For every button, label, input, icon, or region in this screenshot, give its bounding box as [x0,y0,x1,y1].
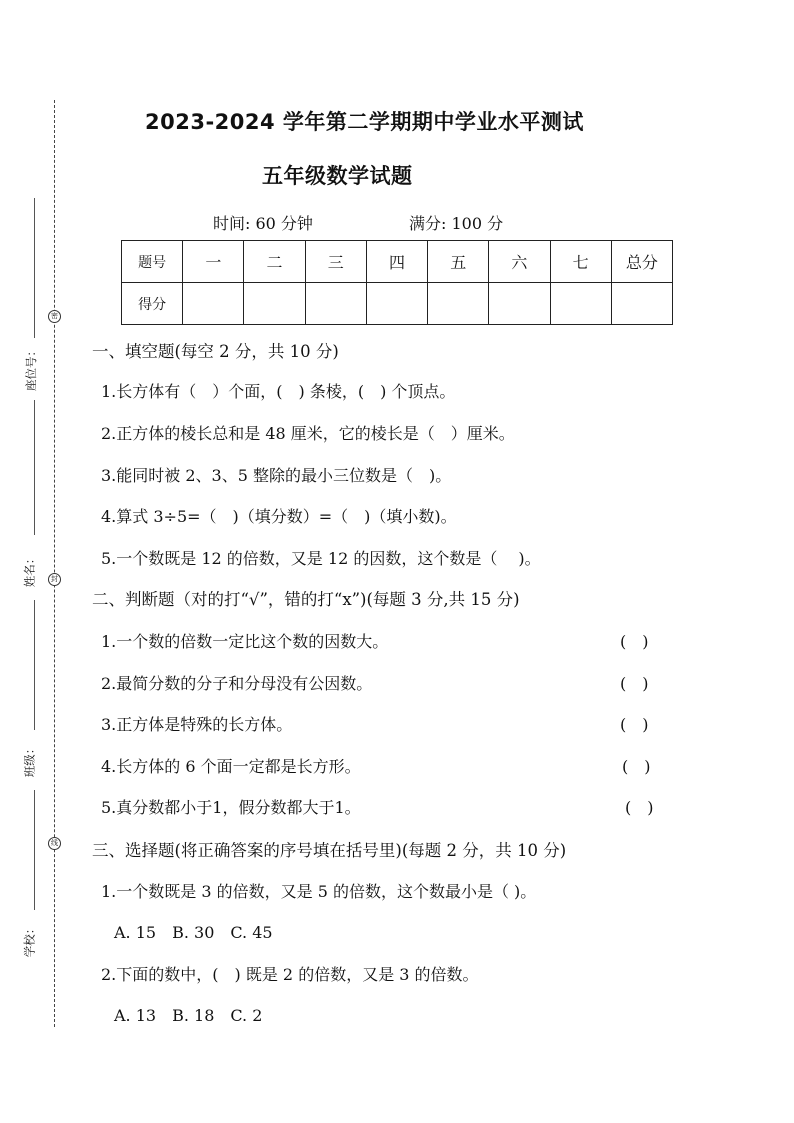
seal-mark-feng: 封 [48,573,61,586]
answer-paren[interactable]: ( ) [620,632,649,651]
table-cell: 题号 [122,241,183,283]
question-3-2-options: A. 13 B. 18 C. 2 [114,1006,263,1025]
score-table [121,240,673,325]
question-2-5: 5.真分数都小于1，假分数都大于1。 [101,798,361,817]
name-underline [34,400,35,535]
answer-paren[interactable]: ( ) [622,757,651,776]
table-cell: 六 [489,241,550,283]
table-cell: 一 [183,241,244,283]
score-input-cell[interactable] [428,283,489,325]
question-1-2: 2.正方体的棱长总和是 48 厘米，它的棱长是（ ）厘米。 [101,424,515,443]
question-3-2: 2.下面的数中，( ) 既是 2 的倍数，又是 3 的倍数。 [101,965,479,984]
question-2-4: 4.长方体的 6 个面一定都是长方形。 [101,757,361,776]
score-input-cell[interactable] [244,283,305,325]
exam-time: 时间: 60 分钟 [213,214,313,233]
answer-paren[interactable]: ( ) [620,674,649,693]
table-cell: 五 [428,241,489,283]
score-table-score-row [122,283,673,325]
seat-underline [34,198,35,338]
table-cell: 三 [305,241,366,283]
name-label: 姓名： [22,552,37,588]
question-3-1: 1.一个数既是 3 的倍数，又是 5 的倍数，这个数最小是（ )。 [101,882,537,901]
exam-subtitle: 五年级数学试题 [262,164,413,188]
question-2-3: 3.正方体是特殊的长方体。 [101,715,293,734]
question-1-4: 4.算式 3÷5=（ )（填分数）=（ )（填小数)。 [101,507,457,526]
table-cell: 四 [366,241,427,283]
answer-paren[interactable]: ( ) [620,715,649,734]
section3-heading: 三、选择题(将正确答案的序号填在括号里)(每题 2 分，共 10 分) [92,841,567,860]
exam-title: 2023-2024 学年第二学期期中学业水平测试 [145,110,584,134]
question-1-3: 3.能同时被 2、3、5 整除的最小三位数是（ )。 [101,466,452,485]
question-2-1: 1.一个数的倍数一定比这个数的因数大。 [101,632,389,651]
score-table-header-row [122,241,673,283]
school-underline [34,790,35,910]
score-input-cell[interactable] [550,283,611,325]
seat-label: 座位号： [24,345,38,391]
question-2-2: 2.最简分数的分子和分母没有公因数。 [101,674,373,693]
table-cell: 二 [244,241,305,283]
question-1-5: 5.一个数既是 12 的倍数，又是 12 的因数，这个数是（ )。 [101,549,541,568]
school-label: 学校： [22,922,37,958]
question-3-1-options: A. 15 B. 30 C. 45 [114,923,273,942]
table-cell: 得分 [122,283,183,325]
score-input-cell[interactable] [305,283,366,325]
score-input-cell[interactable] [489,283,550,325]
answer-paren[interactable]: ( ) [625,798,654,817]
seal-mark-mi: 密 [48,310,61,323]
table-cell: 总分 [611,241,672,283]
score-input-cell[interactable] [366,283,427,325]
exam-full-score: 满分: 100 分 [409,214,504,233]
section1-heading: 一、填空题(每空 2 分，共 10 分) [92,342,339,361]
class-label: 班级： [22,742,37,778]
score-input-cell[interactable] [183,283,244,325]
score-input-cell[interactable] [611,283,672,325]
class-underline [34,600,35,730]
question-1-1: 1.长方体有（ ）个面，( ) 条棱，( ) 个顶点。 [101,382,456,401]
table-cell: 七 [550,241,611,283]
seal-mark-xian: 线 [48,837,61,850]
section2-heading: 二、判断题（对的打“√”，错的打“x”)(每题 3 分,共 15 分) [92,590,520,609]
binding-dashed-line [54,100,55,1027]
